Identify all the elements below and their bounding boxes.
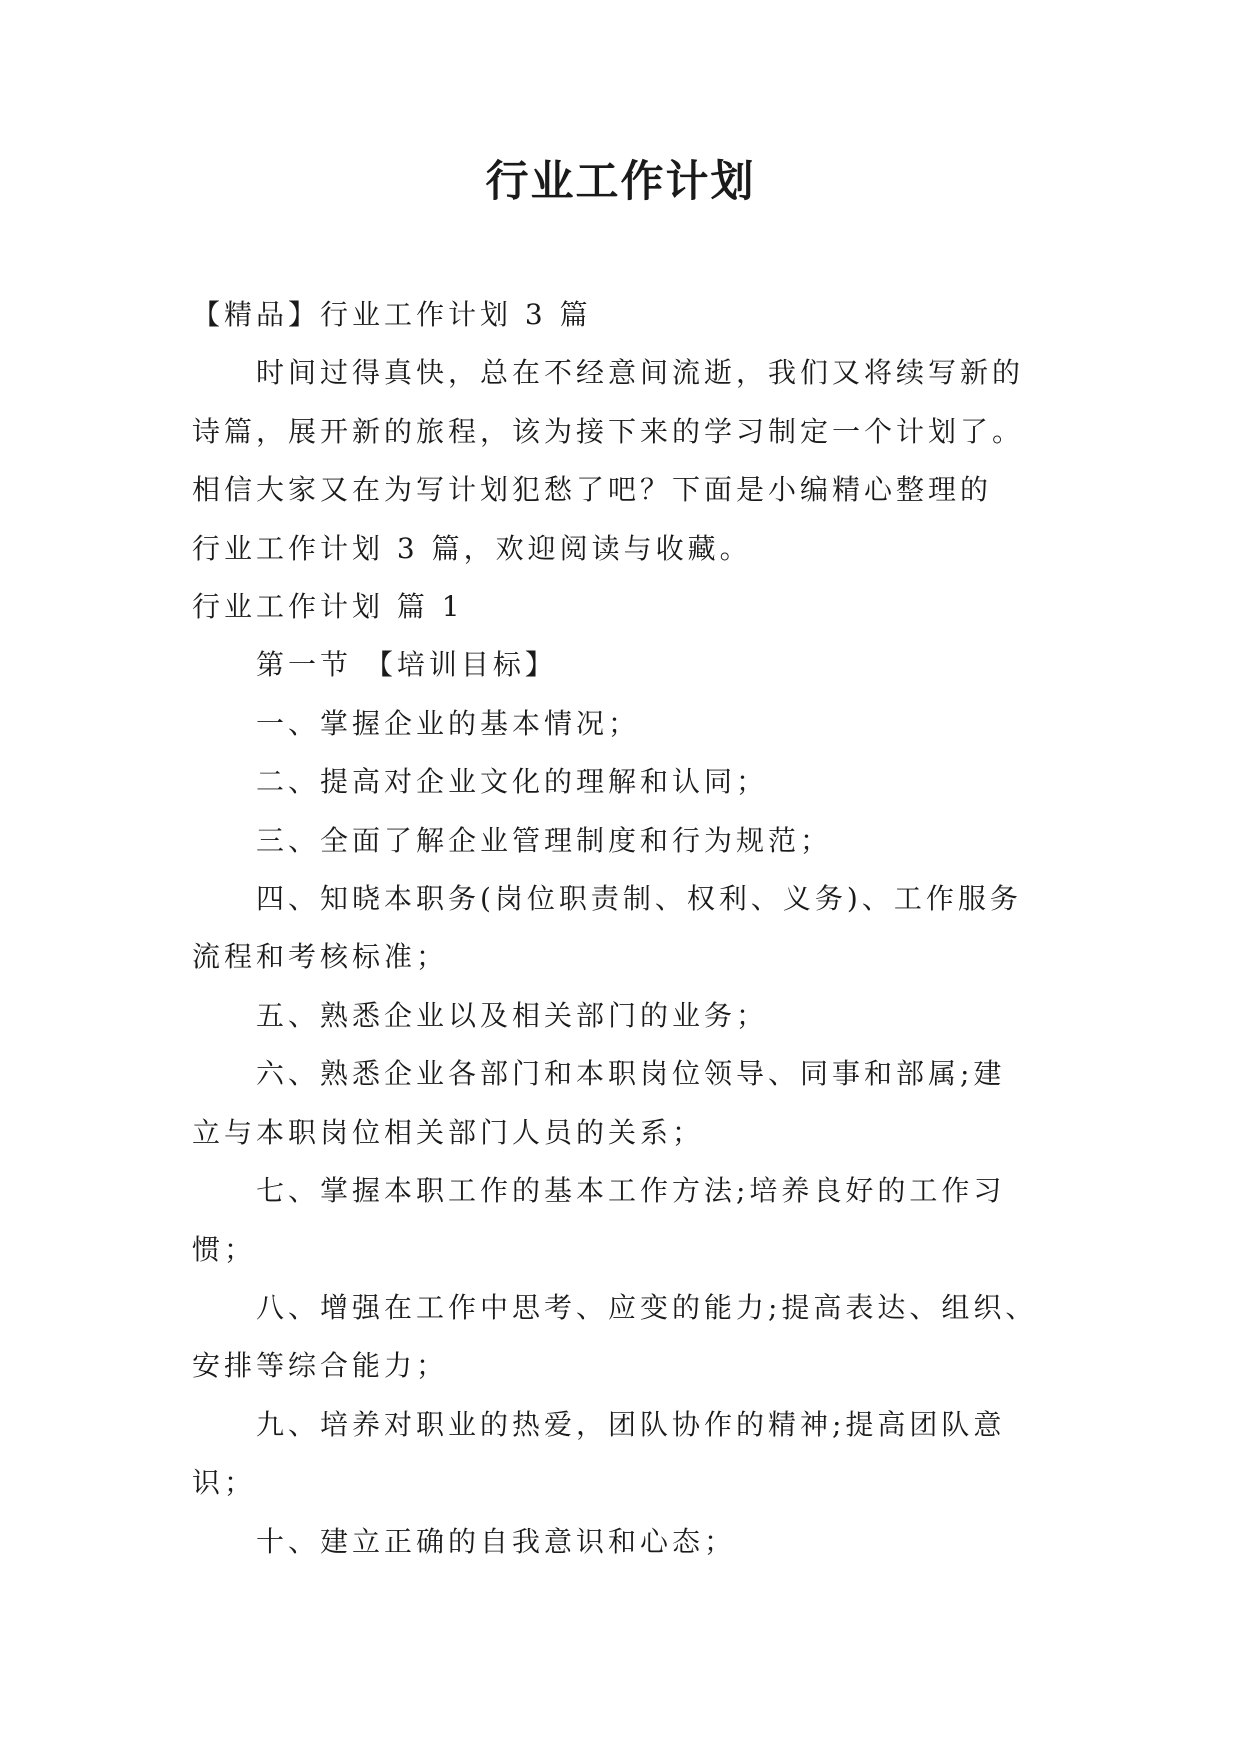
document-body <box>192 286 1092 1571</box>
list-item-9-continuation: 识； <box>192 1466 257 1500</box>
list-item-4: 四、知晓本职务(岗位职责制、权利、义务)、工作服务 <box>256 882 1022 916</box>
intro-line-3: 相信大家又在为写计划犯愁了吧？下面是小编精心整理的 <box>192 473 993 507</box>
document-title: 行业工作计划 <box>485 157 756 207</box>
chapter-heading: 第一节 【培训目标】 <box>256 648 557 682</box>
list-item-6: 六、熟悉企业各部门和本职岗位领导、同事和部属;建 <box>256 1057 1006 1091</box>
intro-line-1: 时间过得真快，总在不经意间流逝，我们又将续写新的 <box>256 356 1025 390</box>
list-item-3: 三、全面了解企业管理制度和行为规范； <box>256 823 833 857</box>
list-item-7: 七、掌握本职工作的基本工作方法;培养良好的工作习 <box>256 1174 1006 1208</box>
list-item-6-continuation: 立与本职岗位相关部门人员的关系； <box>192 1115 705 1149</box>
list-item-1: 一、掌握企业的基本情况； <box>256 706 641 740</box>
list-item-9: 九、培养对职业的热爱，团队协作的精神;提高团队意 <box>256 1407 1006 1441</box>
intro-line-4: 行业工作计划 3 篇，欢迎阅读与收藏。 <box>192 531 752 565</box>
intro-line-2: 诗篇，展开新的旅程，该为接下来的学习制定一个计划了。 <box>192 414 1025 448</box>
list-item-2: 二、提高对企业文化的理解和认同； <box>256 765 769 799</box>
list-item-4-continuation: 流程和考核标准； <box>192 940 449 974</box>
list-item-10: 十、建立正确的自我意识和心态； <box>256 1524 737 1558</box>
list-item-5: 五、熟悉企业以及相关部门的业务； <box>256 998 769 1032</box>
section-heading: 行业工作计划 篇 1 <box>192 590 464 624</box>
document-subtitle: 【精品】行业工作计划 3 篇 <box>192 298 592 331</box>
list-item-8-continuation: 安排等综合能力； <box>192 1349 449 1383</box>
list-item-8: 八、增强在工作中思考、应变的能力;提高表达、组织、 <box>256 1290 1038 1324</box>
list-item-7-continuation: 惯； <box>192 1232 257 1266</box>
